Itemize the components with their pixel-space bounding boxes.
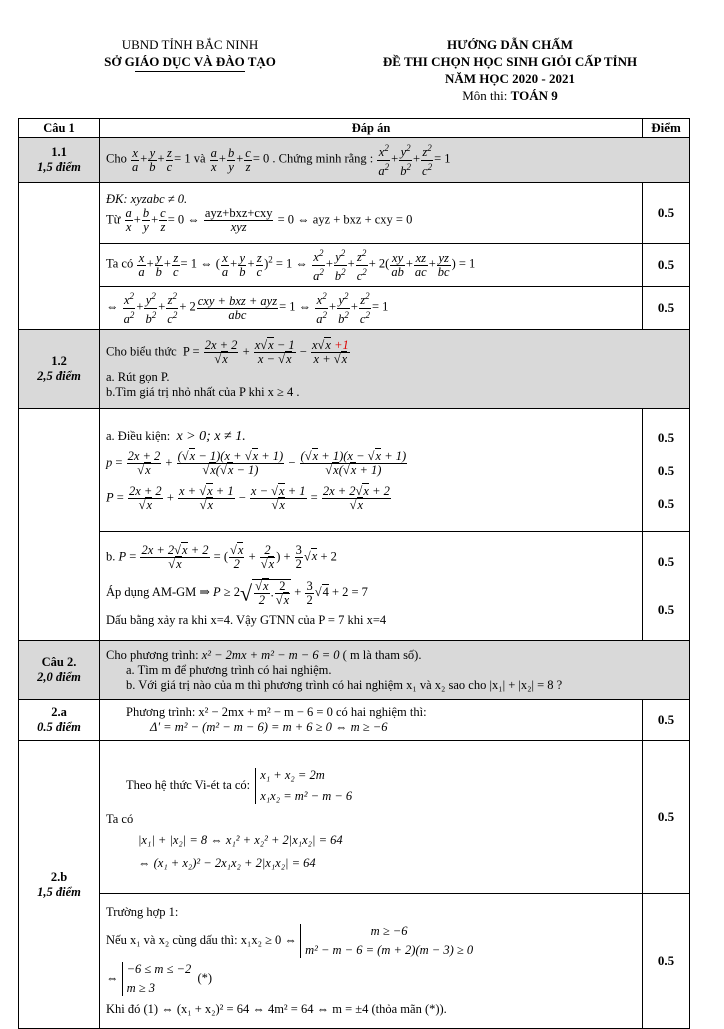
header-left (60, 36, 320, 72)
q11-score3: 0.5 (643, 287, 690, 330)
q11-score2: 0.5 (643, 244, 690, 287)
exam-title: ĐỀ THI CHỌN HỌC SINH GIỎI CẤP TỈNH (382, 54, 638, 69)
q2a-score: 0.5 (643, 700, 690, 741)
q2b-row2 (19, 894, 690, 1029)
q2a-row (19, 700, 690, 741)
q2b-score1: 0.5 (643, 741, 690, 894)
col-answer: Đáp án (100, 119, 643, 138)
q2b-case1: Trường hợp 1: Nếu x₁ và x₂ cùng dấu thì: x₁x₂ ≥ 0 ⇔ m ≥ −6 m² − m − 6 = (m + 2)(m − 3) ≥ 0 ⇔ −6 ≤ m ≤ −2 m ≥ 3 (*) Khi đó (1) ⇔ (x₁ + x₂)² = 64 ⇔ 4m² = 64 ⇔ m = ±4 (thỏa mãn (*)). (100, 894, 643, 1029)
q2-prompt-row (19, 641, 690, 700)
q2a-solution: Phương trình: x² − 2mx + m² − m − 6 = 0 có hai nghiệm thì: Δ' = m² − (m² − m − 6) = m + 6 ≥ 0 ⇔ m ≥ −6 (100, 700, 643, 741)
q11-step1: ĐK: xyzabc ≠ 0. Từ $\frac{a}{x}$ + $\frac{b}{y}$ + $\frac{c}{z}$ = 0 ⇔ ayz+bxz+cxy xyz = 0 ⇔ ayz + bxz + cxy = 0 (100, 183, 643, 244)
header-underline (135, 71, 245, 72)
q12-part-b: b. P = $\frac{2x + 2√x + 2}{√x}$ = ( $\frac{√x}{2}$ + $\frac{2}{√x}$ ) + $\frac{3}{2}$ √x + 2 Áp dụng AM-GM ⇒ P ≥ 2√ $\frac{√x}{2}$ . $\frac{2}{√x}$ + $\frac{3}{2}$ √4 + 2 = 7 Dấu bằng xảy ra khi x=4. Vậy GTNN của P = 7 khi x=4 (100, 532, 643, 641)
q2b-score2: 0.5 (643, 894, 690, 1029)
doc-title: HƯỚNG DẪN CHẤM (447, 37, 573, 52)
q2b-label-cell: 2.b 1,5 điểm (19, 741, 100, 1029)
q11-sol-row3 (19, 287, 690, 330)
q2a-label-cell: 2.a 0.5 điểm (19, 700, 100, 741)
grading-table (18, 118, 690, 1029)
q11-score1: 0.5 (643, 183, 690, 244)
table-header-row (19, 119, 690, 138)
q11-step2: Ta có $\frac{x}{a}$ + $\frac{y}{b}$ + $\frac{z}{c}$ = 1 ⇔ ( $\frac{x}{a}$ + $\frac{y}{b}$ + $\frac{z}{c}$ )$^2$ = 1 ⇔ $\frac{x^2}{a^2}$ + $\frac{y^2}{b^2}$ + $\frac{z^2}{c^2}$ + 2( $\frac{xy}{ab}$ + $\frac{xz}{ac}$ + $\frac{yz}{bc}$ ) = 1 (100, 244, 643, 287)
q11-sol-row2 (19, 244, 690, 287)
q12-label-cell: 1.2 2,5 điểm (19, 330, 100, 409)
q11-step3: ⇔ $\frac{x^2}{a^2}$ + $\frac{y^2}{b^2}$ + $\frac{z^2}{c^2}$ + 2 cxy + bxz + ayz abc = 1 ⇔ $\frac{x^2}{a^2}$ + $\frac{y^2}{b^2}$ + $\frac{z^2}{c^2}$ = 1 (100, 287, 643, 330)
q12-scores-b: 0.5 0.5 (643, 532, 690, 641)
subject-name: TOÁN 9 (510, 88, 558, 103)
department-name: SỞ GIÁO DỤC VÀ ĐÀO TẠO (104, 54, 276, 69)
q11-label-cell: 1.1 1,5 điểm (19, 138, 100, 183)
q12-part-a: a. Điều kiện: x > 0; x ≠ 1. p = $\frac{2x + 2}{√x}$ + $\frac{(√x - 1)(x + √x + 1)}{√x(√x - 1)}$ − $\frac{(√x + 1)(x - √x + 1)}{√x(√x + 1)}$ P = $\frac{2x + 2}{√x}$ + $\frac{x + √x + 1}{√x}$ − $\frac{x - √x + 1}{√x}$ = $\frac{2x + 2√x + 2}{√x}$ (100, 409, 643, 532)
q11-sol-row1 (19, 183, 690, 244)
q12-scores-a: 0.5 0.5 0.5 (643, 409, 690, 532)
q12-prompt-row (19, 330, 690, 409)
q11-prompt-row (19, 138, 690, 183)
q2-prompt: Cho phương trình: x² − 2mx + m² − m − 6 = 0 ( m là tham số). a. Tìm m để phương trình có hai nghiệm. b. Với giá trị nào của m thì phương trình có hai nghiệm x₁ và x₂ sao cho |x₁| + |x₂| = 8 ? (100, 641, 690, 700)
q2b-vieta: Theo hệ thức Vi-ét ta có: x₁ + x₂ = 2m x₁x₂ = m² − m − 6 Ta có |x₁| + |x₂| = 8 ⇔ x₁² + x₂² + 2|x₁x₂| = 64 ⇔ (x₁ + x₂)² − 2x₁x₂ + 2|x₁x₂| = 64 (100, 741, 643, 894)
q12-sol-b (19, 532, 690, 641)
subject-line: Môn thi: TOÁN 9 (462, 88, 558, 103)
header-right (330, 36, 690, 104)
school-year: NĂM HỌC 2020 - 2021 (445, 71, 575, 86)
q11-prompt: Cho $\frac{x}{a}$ + $\frac{y}{b}$ + $\frac{z}{c}$ = 1 và $\frac{a}{x}$ + $\frac{b}{y}$ + $\frac{c}{z}$ = 0 . Chứng minh rằng : $\frac{x^2}{a^2}$ + $\frac{y^2}{b^2}$ + $\frac{z^2}{c^2}$ = 1 (100, 138, 690, 183)
col-score: Điểm (643, 119, 690, 138)
q2b-row1 (19, 741, 690, 894)
q12-sol-a (19, 409, 690, 532)
q2-label-cell: Câu 2. 2,0 điểm (19, 641, 100, 700)
province-name: UBND TỈNH BẮC NINH (121, 37, 259, 52)
q12-prompt: Cho biểu thức P = $\frac{2x + 2}{√x}$ + $\frac{x√x - 1}{x - √x}$ − $\frac{x√x +1}{x + √x}$ a. Rút gọn P. b.Tìm giá trị nhỏ nhất của P khi x ≥ 4 . (100, 330, 690, 409)
col-question: Câu 1 (19, 119, 100, 138)
